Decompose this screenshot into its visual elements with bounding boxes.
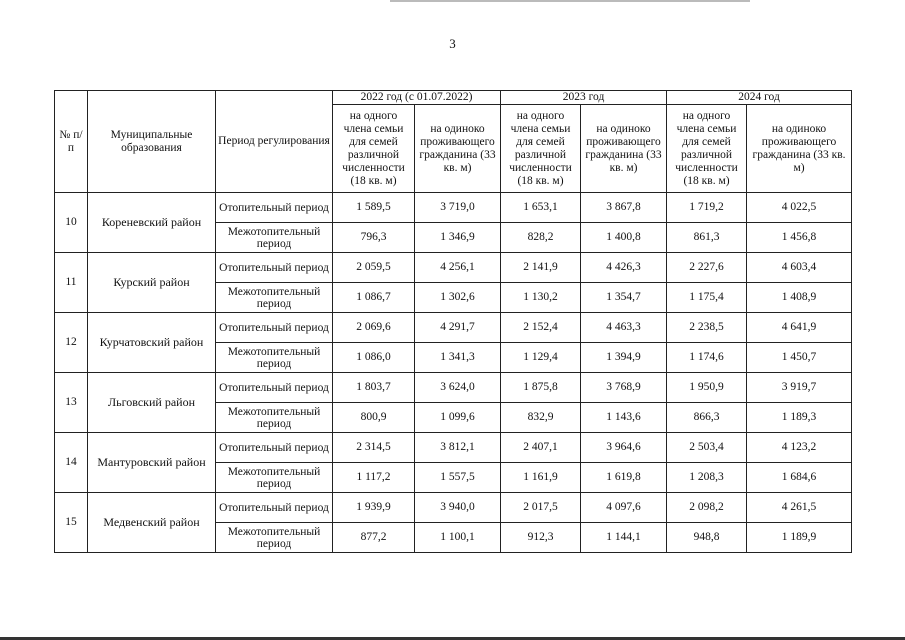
value-cell: 1 950,9 bbox=[667, 373, 747, 403]
row-number: 15 bbox=[55, 493, 88, 553]
value-cell: 1 174,6 bbox=[667, 343, 747, 373]
row-number: 13 bbox=[55, 373, 88, 433]
value-cell: 2 152,4 bbox=[501, 313, 581, 343]
header-sub-family: на одного члена семьи для семей различной численности (18 кв. м) bbox=[333, 105, 415, 193]
district-name: Курчатовский район bbox=[88, 313, 216, 373]
value-cell: 1 100,1 bbox=[415, 523, 501, 553]
value-cell: 1 408,9 bbox=[747, 283, 852, 313]
header-num: № п/п bbox=[55, 91, 88, 193]
value-cell: 2 141,9 bbox=[501, 253, 581, 283]
value-cell: 2 069,6 bbox=[333, 313, 415, 343]
value-cell: 1 130,2 bbox=[501, 283, 581, 313]
value-cell: 3 624,0 bbox=[415, 373, 501, 403]
value-cell: 1 346,9 bbox=[415, 223, 501, 253]
value-cell: 1 719,2 bbox=[667, 193, 747, 223]
value-cell: 1 208,3 bbox=[667, 463, 747, 493]
header-year-2022: 2022 год (с 01.07.2022) bbox=[333, 91, 501, 105]
header-district: Муниципальные образования bbox=[88, 91, 216, 193]
value-cell: 1 086,0 bbox=[333, 343, 415, 373]
value-cell: 4 603,4 bbox=[747, 253, 852, 283]
period-heating: Отопительный период bbox=[216, 193, 333, 223]
value-cell: 3 867,8 bbox=[581, 193, 667, 223]
value-cell: 1 189,9 bbox=[747, 523, 852, 553]
value-cell: 1 161,9 bbox=[501, 463, 581, 493]
value-cell: 1 302,6 bbox=[415, 283, 501, 313]
value-cell: 1 456,8 bbox=[747, 223, 852, 253]
value-cell: 1 086,7 bbox=[333, 283, 415, 313]
period-interheating: Межотопительный период bbox=[216, 283, 333, 313]
value-cell: 1 129,4 bbox=[501, 343, 581, 373]
period-heating: Отопительный период bbox=[216, 253, 333, 283]
value-cell: 2 098,2 bbox=[667, 493, 747, 523]
value-cell: 1 099,6 bbox=[415, 403, 501, 433]
row-number: 11 bbox=[55, 253, 88, 313]
value-cell: 2 314,5 bbox=[333, 433, 415, 463]
value-cell: 796,3 bbox=[333, 223, 415, 253]
header-sub-single: на одиноко проживающего гражданина (33 кв. м) bbox=[747, 105, 852, 193]
value-cell: 3 719,0 bbox=[415, 193, 501, 223]
value-cell: 1 354,7 bbox=[581, 283, 667, 313]
value-cell: 1 875,8 bbox=[501, 373, 581, 403]
page-number: 3 bbox=[449, 36, 456, 51]
value-cell: 3 768,9 bbox=[581, 373, 667, 403]
value-cell: 3 964,6 bbox=[581, 433, 667, 463]
district-name: Льговский район bbox=[88, 373, 216, 433]
value-cell: 1 144,1 bbox=[581, 523, 667, 553]
value-cell: 4 426,3 bbox=[581, 253, 667, 283]
table-body bbox=[55, 193, 852, 553]
table-header bbox=[55, 91, 852, 193]
period-interheating: Межотопительный период bbox=[216, 343, 333, 373]
period-heating: Отопительный период bbox=[216, 433, 333, 463]
table-row bbox=[55, 493, 852, 523]
value-cell: 1 557,5 bbox=[415, 463, 501, 493]
value-cell: 912,3 bbox=[501, 523, 581, 553]
value-cell: 1 939,9 bbox=[333, 493, 415, 523]
value-cell: 1 450,7 bbox=[747, 343, 852, 373]
district-name: Курский район bbox=[88, 253, 216, 313]
value-cell: 877,2 bbox=[333, 523, 415, 553]
value-cell: 1 400,8 bbox=[581, 223, 667, 253]
period-interheating: Межотопительный период bbox=[216, 523, 333, 553]
value-cell: 800,9 bbox=[333, 403, 415, 433]
value-cell: 861,3 bbox=[667, 223, 747, 253]
value-cell: 2 227,6 bbox=[667, 253, 747, 283]
value-cell: 1 341,3 bbox=[415, 343, 501, 373]
value-cell: 4 256,1 bbox=[415, 253, 501, 283]
value-cell: 4 123,2 bbox=[747, 433, 852, 463]
header-sub-family: на одного члена семьи для семей различной численности (18 кв. м) bbox=[501, 105, 581, 193]
table-row bbox=[55, 313, 852, 343]
header-sub-family: на одного члена семьи для семей различной численности (18 кв. м) bbox=[667, 105, 747, 193]
value-cell: 1 175,4 bbox=[667, 283, 747, 313]
period-heating: Отопительный период bbox=[216, 373, 333, 403]
value-cell: 3 812,1 bbox=[415, 433, 501, 463]
value-cell: 4 022,5 bbox=[747, 193, 852, 223]
period-interheating: Межотопительный период bbox=[216, 403, 333, 433]
district-name: Медвенский район bbox=[88, 493, 216, 553]
value-cell: 4 261,5 bbox=[747, 493, 852, 523]
scan-top-edge bbox=[390, 0, 750, 2]
value-cell: 1 803,7 bbox=[333, 373, 415, 403]
value-cell: 4 291,7 bbox=[415, 313, 501, 343]
value-cell: 4 463,3 bbox=[581, 313, 667, 343]
value-cell: 832,9 bbox=[501, 403, 581, 433]
header-period: Период регулирования bbox=[216, 91, 333, 193]
value-cell: 2 238,5 bbox=[667, 313, 747, 343]
rates-table bbox=[54, 90, 852, 553]
value-cell: 948,8 bbox=[667, 523, 747, 553]
value-cell: 4 097,6 bbox=[581, 493, 667, 523]
value-cell: 1 117,2 bbox=[333, 463, 415, 493]
table-row bbox=[55, 373, 852, 403]
value-cell: 1 189,3 bbox=[747, 403, 852, 433]
value-cell: 1 653,1 bbox=[501, 193, 581, 223]
value-cell: 1 684,6 bbox=[747, 463, 852, 493]
table-row bbox=[55, 193, 852, 223]
value-cell: 1 589,5 bbox=[333, 193, 415, 223]
value-cell: 1 394,9 bbox=[581, 343, 667, 373]
district-name: Кореневский район bbox=[88, 193, 216, 253]
value-cell: 3 919,7 bbox=[747, 373, 852, 403]
header-year-2023: 2023 год bbox=[501, 91, 667, 105]
table-row bbox=[55, 433, 852, 463]
period-interheating: Межотопительный период bbox=[216, 463, 333, 493]
value-cell: 3 940,0 bbox=[415, 493, 501, 523]
header-sub-single: на одиноко проживающего гражданина (33 кв. м) bbox=[415, 105, 501, 193]
value-cell: 2 407,1 bbox=[501, 433, 581, 463]
header-year-2024: 2024 год bbox=[667, 91, 852, 105]
period-heating: Отопительный период bbox=[216, 313, 333, 343]
period-heating: Отопительный период bbox=[216, 493, 333, 523]
value-cell: 866,3 bbox=[667, 403, 747, 433]
value-cell: 828,2 bbox=[501, 223, 581, 253]
row-number: 12 bbox=[55, 313, 88, 373]
value-cell: 1 619,8 bbox=[581, 463, 667, 493]
value-cell: 1 143,6 bbox=[581, 403, 667, 433]
value-cell: 2 059,5 bbox=[333, 253, 415, 283]
row-number: 14 bbox=[55, 433, 88, 493]
row-number: 10 bbox=[55, 193, 88, 253]
value-cell: 2 017,5 bbox=[501, 493, 581, 523]
period-interheating: Межотопительный период bbox=[216, 223, 333, 253]
value-cell: 4 641,9 bbox=[747, 313, 852, 343]
district-name: Мантуровский район bbox=[88, 433, 216, 493]
value-cell: 2 503,4 bbox=[667, 433, 747, 463]
header-sub-single: на одиноко проживающего гражданина (33 кв. м) bbox=[581, 105, 667, 193]
table-row bbox=[55, 253, 852, 283]
